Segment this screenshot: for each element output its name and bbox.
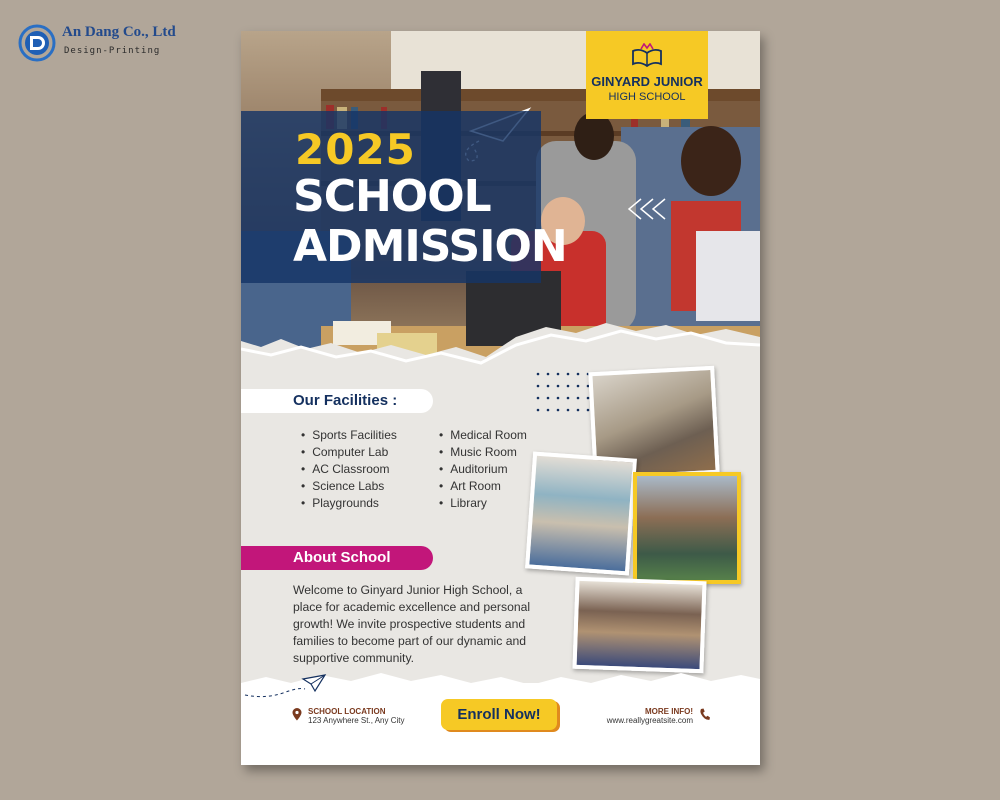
location-address: 123 Anywhere St., Any City: [308, 716, 405, 725]
enroll-button[interactable]: Enroll Now!: [441, 699, 557, 730]
list-item: • Playgrounds: [301, 495, 397, 512]
list-item: • Library: [439, 495, 527, 512]
admission-year: 2025: [295, 125, 416, 174]
facilities-heading: Our Facilities :: [241, 389, 433, 413]
company-logo-icon: [18, 24, 56, 62]
dot-grid-decoration: [535, 371, 593, 423]
photo-students-studying: [572, 577, 706, 674]
photo-outdoor-students: [633, 472, 741, 584]
paper-plane-icon: [243, 671, 327, 701]
phone-icon: [699, 708, 710, 721]
school-name-line1: GINYARD JUNIOR: [591, 74, 703, 89]
list-item: • Art Room: [439, 478, 527, 495]
brand-tagline: Design-Printing: [64, 46, 161, 56]
location-pin-icon: [292, 708, 302, 721]
list-item: • Auditorium: [439, 461, 527, 478]
about-heading: About School: [241, 546, 433, 570]
list-item: • Science Labs: [301, 478, 397, 495]
location-label: SCHOOL LOCATION: [308, 707, 386, 716]
more-info-label: MORE INFO!: [645, 707, 693, 716]
school-badge: [586, 31, 708, 119]
title-admission: ADMISSION: [293, 221, 567, 272]
school-name-line2: HIGH SCHOOL: [608, 91, 686, 103]
list-item: • Sports Facilities: [301, 427, 397, 444]
list-item: • Medical Room: [439, 427, 527, 444]
facilities-list-left: [301, 427, 397, 512]
list-item: • Computer Lab: [301, 444, 397, 461]
list-item: • AC Classroom: [301, 461, 397, 478]
website-link[interactable]: www.reallygreatsite.com: [606, 716, 693, 725]
brand-name: An Dang Co., Ltd: [62, 24, 176, 40]
title-school: SCHOOL: [293, 171, 491, 222]
admission-flyer: [241, 31, 760, 765]
about-paragraph: Welcome to Ginyard Junior High School, a place for academic excellence and personal growth! We invite prospective students and families to become part of our dynamic and supportive community.: [293, 583, 531, 665]
brand-logo: [18, 22, 188, 62]
open-book-icon: [631, 43, 663, 67]
list-item: • Music Room: [439, 444, 527, 461]
photo-classroom-lesson: [525, 452, 637, 576]
facilities-list-right: [439, 427, 527, 512]
